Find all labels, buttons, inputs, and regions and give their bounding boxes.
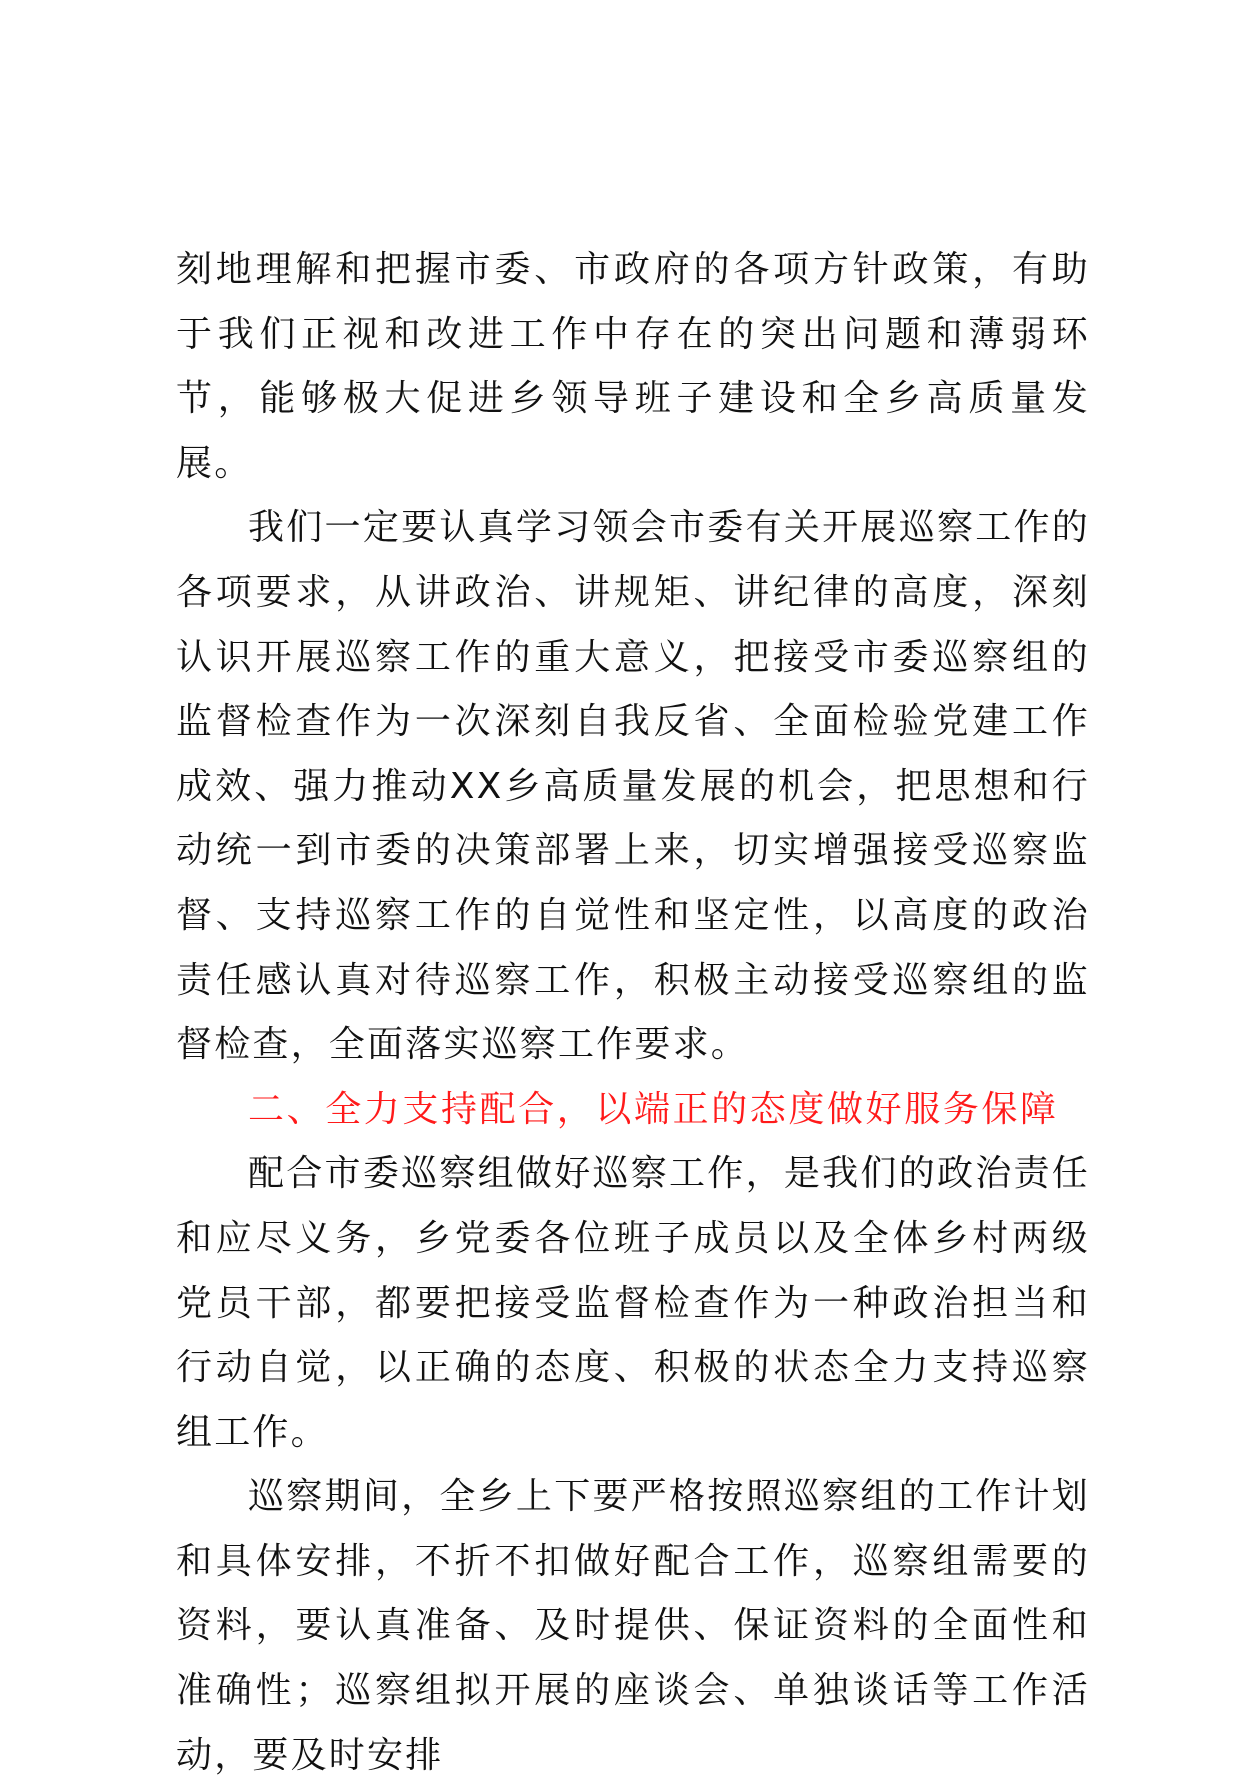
paragraph-study-requirements: 我们一定要认真学习领会市委有关开展巡察工作的各项要求，从讲政治、讲规矩、讲纪律的高度，深刻认识开展巡察工作的重大意义，把接受市委巡察组的监督检查作为一次深刻自我反省、全面检验党建工作成效、强力推动XX乡高质量发展的机会，把思想和行动统一到市委的决策部署上来，切实增强接受巡察监督、支持巡察工作的自觉性和坚定性，以高度的政治责任感认真对待巡察工作，积极主动接受巡察组的监督检查，全面落实巡察工作要求。 [176, 507, 1090, 1066]
paragraph-continued: 刻地理解和把握市委、市政府的各项方针政策，有助于我们正视和改进工作中存在的突出问题和薄弱环节，能够极大促进乡领导班子建设和全乡高质量发展。 [176, 249, 1090, 484]
section-heading: 二、全力支持配合，以端正的态度做好服务保障 [248, 1088, 1059, 1130]
paragraph-inspection-period: 巡察期间，全乡上下要严格按照巡察组的工作计划和具体安排，不折不扣做好配合工作，巡察组需要的资料，要认真准备、及时提供、保证资料的全面性和准确性；巡察组拟开展的座谈会、单独谈话等工作活动，要及时安排 [176, 1476, 1090, 1776]
document-body [176, 238, 1090, 1788]
paragraph-cooperation: 配合市委巡察组做好巡察工作，是我们的政治责任和应尽义务，乡党委各位班子成员以及全体乡村两级党员干部，都要把接受监督检查作为一种政治担当和行动自觉，以正确的态度、积极的状态全力支持巡察组工作。 [176, 1153, 1090, 1453]
